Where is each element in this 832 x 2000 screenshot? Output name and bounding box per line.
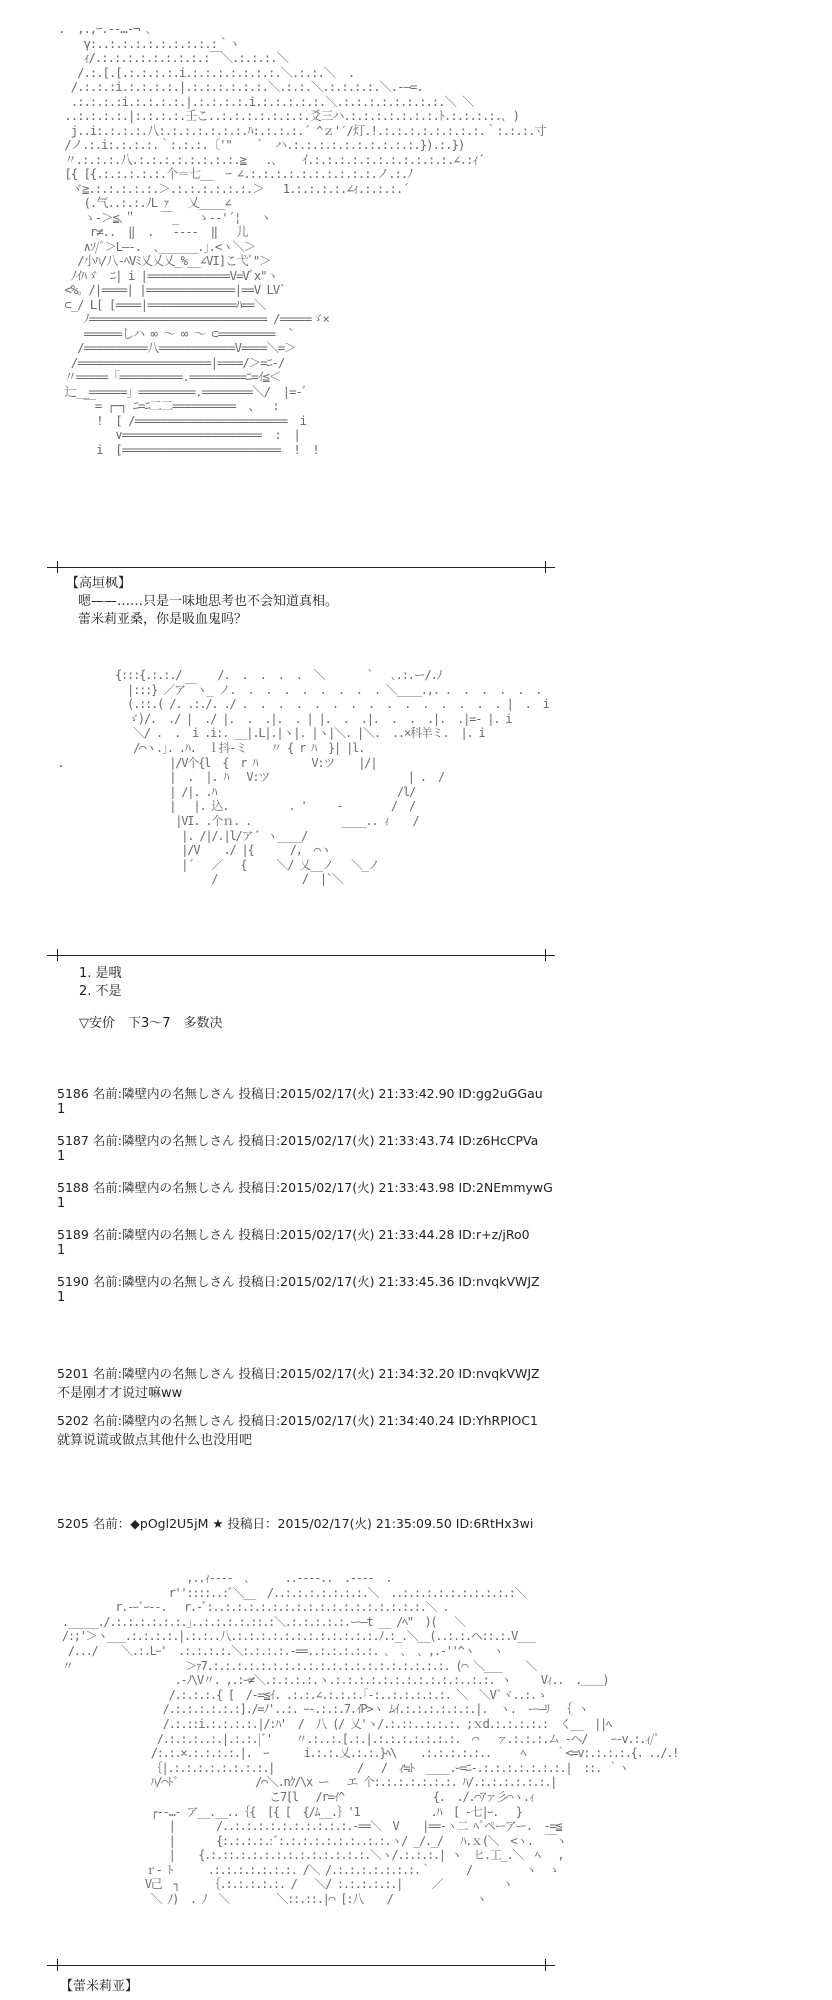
dialogue-line: 嗯——……只是一味地思考也不会知道真相。	[78, 594, 339, 609]
speaker-label: 【蕾米莉亚】	[60, 1979, 139, 1994]
post-header: 5202 名前:隣壁内の名無しさん 投稿日:2015/02/17(火) 21:34:40.24 ID:YhRPIOC1	[57, 1413, 538, 1428]
post-header: 5188 名前:隣壁内の名無しさん 投稿日:2015/02/17(火) 21:33:43.98 ID:2NEmmywG	[57, 1180, 553, 1195]
post-body: 1	[57, 1196, 66, 1211]
vote-instructions: ▽安价 下3～7 多数决	[79, 1016, 223, 1031]
post-header: 5190 名前:隣壁内の名無しさん 投稿日:2015/02/17(火) 21:33:45.36 ID:nvqkVWJZ	[57, 1274, 540, 1289]
ascii-art-takagaki-kaede: . ,.,ｰ.-‐…‐¬ ､ γ:..:.:.:.:.:.:.:.:.:｀ヽ ｨ/.:.:.:.:.:.:.:.:.:￣＼.:.:.:.＼ /.:.[.[.:.:.:.:.i.:.:.:.:.:.:.:.＼.:.:.＼ . /.:.:.:i.:.:.:.:.|.:.:.:.:.:.:.＼.:.:.＼.:.:.:.:.＼.-―=. .:.:.:.:i.:.:.:.:.|.:.:.:.:.i.:.:.:.:.:.＼.:.:.:.:.:.:.:.:.＼ ＼ ..:.:.:.:.|:.:.:.:.壬こ..:.:.:.:.:.:.:.爻三ハ.:.:.:.:.:.:.:.ﾄ.:.:.:.:.､ ) j..i:.:.:.:.八:.:.:.:.:.:.:.ﾊ:.:.:.:.´ ^ｚ'′/灯.!.:.:.:.:.:.:.:.:.｀:.:.:.寸 /ノ.:.i:.:.:.:.｀:.:.:.〔'" ゛ ハ.:.:.:.:.:.:.:.:.:.:.}).:.}) 〃.:.:.:.八.:.:.:.:.:.:.:.:.≧ .､ ｲ.:.:.:.:.:.:.:.:.:.:.:.∠.:ｨ´ [{ [{.:.:.:.:.:.个＝七__ ｰ ∠.:.:.:.:.:.:.:.:.:.:.ノ.:.ﾉ ヾ≧.:.:.:.:.:.＞.:.:.:.:.:.:.＞ 1.:.:.:.:.∠ｨ.:.:.:.´ (.气..:.:.ﾉL ｧ 乂____∠ ゝ-＞≦､＂ ￣_ ゝ-‐'´¦ ヽ r≠.. ‖ . ‐‐‐‐ ‖ 儿 ∧ｿ/ﾞ＞L―-. ､______.｣.<ヽ＼＞ /小ﾊ/八-ﾍVﾐ乂乂乂_%__∠VI]こ弋ﾞ"＞ ﾉｲﾊゞ ﾆ| i |=============V=Vﾞx"ヽ <%。/|====| |==============|==V LV` ⊂_/ L[ [====|==============ﾊ==＼ ﾉ============================ /=====ゞ× ======しハ ∞ ～ ∞ ～ ⊂========= ` /==========八============V====＼=＞ /=====================|====/＞=ﾆ-/ 〃=====「==========.=========ﾆ=ｲ≦＜ 辷__======」=========.========＼/ |=-ﾞ ￣= ┌─┐ ﾆ=ﾆ二二========== 、 : ! [ /======================== i ∨====================== : | i [========================= ! !	[58, 21, 546, 457]
scene-divider	[47, 567, 555, 568]
post-body: 1	[57, 1149, 66, 1164]
scene-divider	[47, 1965, 555, 1966]
divider-end-tick	[57, 561, 58, 573]
scene-divider	[47, 955, 555, 956]
divider-end-tick	[545, 949, 546, 961]
divider-end-tick	[545, 1959, 546, 1971]
vote-option: 2. 不是	[79, 984, 122, 999]
post-body: 不是刚才才说过嘛ww	[57, 1386, 183, 1401]
post-header: 5201 名前:隣壁内の名無しさん 投稿日:2015/02/17(火) 21:34:32.20 ID:nvqkVWJZ	[57, 1366, 540, 1381]
ascii-art-remilia-fullbody: ,..ｨ‐‐‐- ､ ..-‐‐-.. .‐‐‐- . r''::::..:ﾞ＼__ /..:.:.:.:.:.:.:.＼ ..:.:.:.:.:.:.:.:.:.:＼ r.-ｰﾞｰ--. r.-ﾞ:..:.:.:.:.:.:.:.:.:.:.:.:.:.:.:.:.:.＼ . ._____./.:.:.:.:.:.:.｣..:.:.:.:.::.:＼.:.:.:.:.:.ー―t __ /ﾍ" )( ＼ /:;'＞ヽ___.:.:.:.:.|.:.:..八.:.:.:.:.:.:.:.:.:.:.:.:.ﾉ.:_.＼__(..:.:.ヘ::.:.V___ /.../ ＼.:.Lｰ' .:.:.:.:.＼:.:.:.:.-==..:.:.:.:.:. ､ ､ ､ ,.-''^ヽ ヽ 〃 ＞ｧ7.:.:.:.:.:.:.:.:.:.:.:.:.:.:.:.:.:.:.:.:. (⌒ ＼___ ＼ .-ﾉ\V〃. ,.:ｰ≠＼.:.:.:.:.ヽ.:.:.:.:.:.:.:.:.:.:.:..:.:. ヽ Vｨ.. .＿＿) /.:.:.:.{ [ /-=≦ｲ. .:.:.∠.:.:.:.｢-:..:.:.:.:.:. ＼ ＼V`ヾ..:.ゝ /.:.:.:.:.:.:]./=ﾉ'..:. ｰ‐.:.:.7.ｲP>ヽ ﾑｲ.:.:.:.:.:.:.|. ヽ. ー―ﾘ ｛ ヽ /.:.::i.:.:.:.:.|/:ﾊ' / 八 (/ 乂'ヽ/.:.::..:.:.:. ;ｘd.:.:.:.:.: く__ ||ﾍ /.:.:.:..:.|.:.:.|ﾞ' 〃.:..:.[.:.|.:.:.:.:.:.:.:. ⌒ ァ.:.:.:.ム -ヘ/ ｰ-v.:.ｨ/ﾟ /:.:.×.:.:.:.:.|. ｰ i.:.:.乂.:.:.}ﾍ\ .:.:.:.:.:.. ﾍ ｀<=v:.:.:.:.{. ../.! ｛|.:.:.:.:.:.:.:.:.| / / ｨ≒ﾄ ____.ｰ=ﾆ-.:.:.:.:.:.:.:.| ::. ｀ヽ ﾊ/⌒ﾄﾞ /⌒＼.nｸ/\x ー エ 个:.:.:.:.:.:.:. ﾊ/.:.:.:.:.:.:.| こ7[l /r=ｲ^ {. ./.⌒ｱァ彡⌒ヽ.ｨ ┌‐‐…‐ ア__.__..｛{ [{ [ {/ﾑ__.｝'1 .ﾊ [ ‐七|ｰ. } | /..:.:.:.:.:.:.:.:.:.:.-==＼ V |==‐ヽ二 ﾍﾟペーアー. ‐=≦ | {:.:.:.:.:ﾞ:.:.:.:.:.:.:..:.:.ヽ/ _/._/ ﾊ.ｘ(＼ <ヽ. ￣ヽ | {.:.::.:.:.:.:.:.:.:.:.:.:.:.＼ヽ/.:.:.:.| ヽ ヒ.工_.＼ ﾍ , ｒ‐ ﾄ .:.:.:.:.:.:.:. /＼ /.:.:.:.:.:.:.:.｀ / ヽ ゝ V己 ┐ ｛.:.:.:.:.:. / ＼/ :.:.:.:.:.| ／ ヽ ＼ ﾉ) . ﾉ ＼ ＼::.::.|⌒ [:八 / ヽ	[61, 1571, 679, 1907]
divider-end-tick	[57, 1959, 58, 1971]
divider-end-tick	[545, 561, 546, 573]
post-header: 5187 名前:隣壁内の名無しさん 投稿日:2015/02/17(火) 21:33:43.74 ID:z6HcCPVa	[57, 1133, 539, 1148]
post-body: 1	[57, 1290, 66, 1305]
stray-dot	[60, 765, 62, 767]
post-body: 1	[57, 1243, 66, 1258]
dialogue-line: 蕾米莉亚桑，你是吸血鬼吗？	[78, 612, 248, 627]
post-header: 5189 名前:隣壁内の名無しさん 投稿日:2015/02/17(火) 21:33:44.28 ID:r+z/jRo0	[57, 1227, 530, 1242]
post-body: 就算说谎或做点其他什么也没用吧	[57, 1433, 253, 1448]
vote-option: 1. 是哦	[79, 966, 122, 981]
post-header-author: 5205 名前：◆pOgl2U5jM ★ 投稿日：2015/02/17(火) 21:35:09.50 ID:6RtHx3wi	[57, 1516, 534, 1531]
divider-end-tick	[57, 949, 58, 961]
post-body: 1	[57, 1102, 66, 1117]
ascii-art-remilia-closeup: {:::{.:.:./ /. . . . . ＼ ` ､.:.ー/.ﾉ |:::} ／ア￣ヽ_ ノ. . . . . . . . . ＼____.,. . . . . . . (.::.( /. .:./. ./ . . . . . . . . . . . . . . . | . i ゞ)/. ./ | ./ |. . .|. . | |. . .|. . . .|. .|=‐ |. i ＼/ . . i .i:. __|.L|.|ヽ|. |ヽ|＼. |＼. ..×科羊ミ. |. i /⌒ヽ.｣. .ﾊ. ｌ抖-ミ 〃 { r ﾊ }| |l. |/V个{l { r ﾊ V:ツ |/| | . |. ﾊ V:ツ | . / | /|. .ﾊ /l/ | |. 込. . ' - / / |VI. .个ｎ. . ____.. ｨ / |. /|/.|l/ア ﾞ ヽ____/ |/V ./ |{ /, ⌒ヽ |´ ／ { ＼/ 乂__ノ ＼_ノ / / |`＼	[115, 668, 549, 887]
post-header: 5186 名前:隣壁内の名無しさん 投稿日:2015/02/17(火) 21:33:42.90 ID:gg2uGGau	[57, 1086, 543, 1101]
speaker-label: 【高垣枫】	[66, 576, 132, 591]
